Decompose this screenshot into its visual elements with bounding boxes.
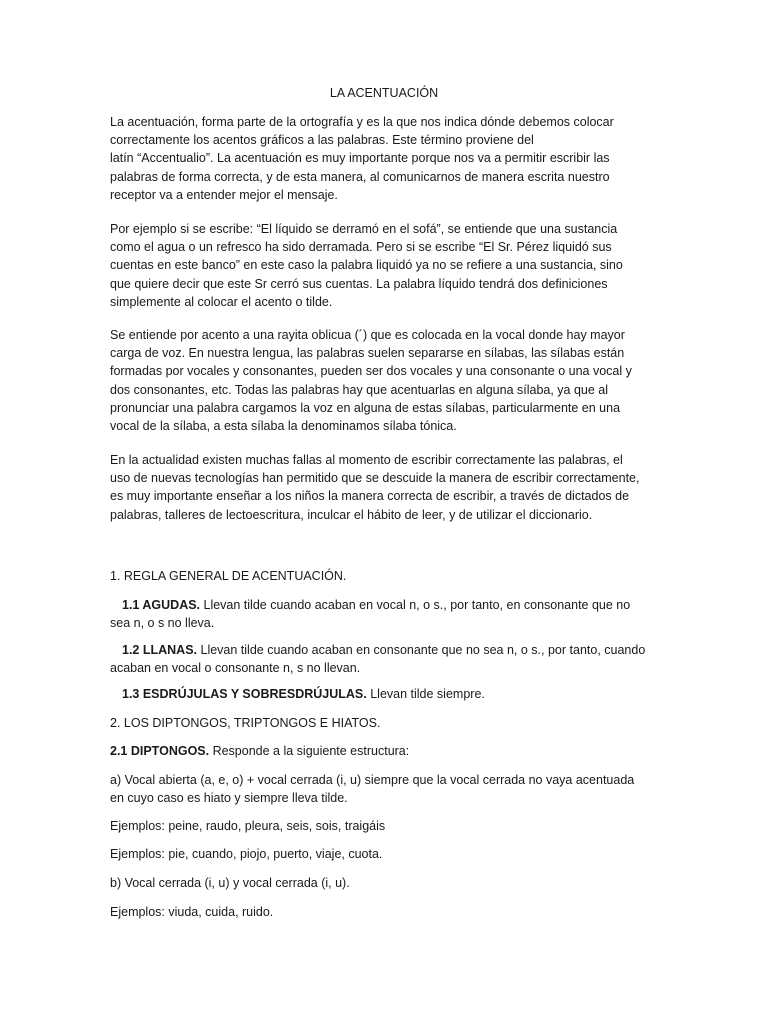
paragraph-line: dos consonantes, etc. Todas las palabras hay que acentuarlas en alguna sílaba, ya que al: [110, 382, 609, 397]
rule-term: 1.2 LLANAS.: [122, 643, 198, 657]
paragraph-line: simplemente al colocar el acento o tilde.: [110, 294, 333, 309]
paragraph-line: pronunciar una palabra cargamos la voz en alguna de estas sílabas, particularmente en una: [110, 400, 621, 415]
paragraph-line: palabras de forma correcta, y de esta manera, al comunicarnos de manera escrita nuestro: [110, 169, 610, 184]
paragraph-line: correctamente los acentos gráficos a las palabras. Este término proviene del: [110, 133, 534, 148]
examples-text: Ejemplos: pie, cuando, piojo, puerto, viaje, cuota.: [110, 847, 383, 861]
heading-text: 2. LOS DIPTONGOS, TRIPTONGOS E HIATOS.: [110, 716, 381, 730]
paragraph-line: vocal de la sílaba, a esta sílaba la denominamos sílaba tónica.: [110, 419, 457, 434]
examples-text: Ejemplos: peine, raudo, pleura, seis, sois, traigáis: [110, 819, 386, 833]
paragraph-line: Por ejemplo si se escribe: “El líquido se derramó en el sofá”, se entiende que una sustancia: [110, 222, 618, 236]
rule-a: [110, 771, 655, 807]
intro-paragraph-4: [110, 451, 655, 524]
paragraph-line: palabras, talleres de lectoescritura, inculcar el hábito de leer, y de utilizar el diccionario.: [110, 507, 593, 522]
examples-line-2: [110, 845, 655, 863]
paragraph-line: En la actualidad existen muchas fallas al momento de escribir correctamente las palabras, el: [110, 453, 623, 467]
rule-llanas: [110, 641, 655, 677]
rule-line: en cuyo caso es hiato y siempre lleva tilde.: [110, 791, 348, 806]
rule-line: sea n, o s no lleva.: [110, 616, 215, 631]
rule-esdrujulas: [110, 685, 655, 703]
paragraph-line: Se entiende por acento a una rayita oblicua (´) que es colocada en la vocal donde hay mayor: [110, 328, 625, 342]
rule-line: [110, 742, 655, 760]
rule-line: [110, 685, 655, 703]
examples-line-3: [110, 903, 655, 921]
paragraph-line: es muy importante enseñar a los niños la manera correcta de escribir, a través de dictados de: [110, 489, 630, 504]
intro-paragraph-1: [110, 113, 655, 204]
examples-text: Ejemplos: viuda, cuida, ruido.: [110, 905, 274, 919]
rule-term: 2.1 DIPTONGOS.: [110, 744, 210, 758]
rule-text: Responde a la siguiente estructura:: [209, 744, 410, 758]
paragraph-line: La acentuación, forma parte de la ortografía y es la que nos indica dónde debemos colocar: [110, 115, 614, 129]
intro-paragraph-3: [110, 326, 655, 435]
intro-paragraph-2: [110, 220, 655, 311]
heading-text: 1. REGLA GENERAL DE ACENTUACIÓN.: [110, 569, 347, 583]
paragraph-line: uso de nuevas tecnologías han permitido que se descuide la manera de escribir correctamente,: [110, 471, 640, 486]
rule-text: Llevan tilde siempre.: [366, 687, 485, 701]
paragraph-line: receptor va a entender mejor el mensaje.: [110, 187, 338, 202]
paragraph-line: formadas por vocales y consonantes, pueden ser dos vocales y una consonante o una vocal y: [110, 364, 632, 379]
document-title: LA ACENTUACIÓN: [329, 86, 439, 100]
rule-line: acaban en vocal o consonante n, s no llevan.: [110, 661, 361, 676]
paragraph-line: cuentas en este banco” en este caso la palabra liquidó ya no se refiere a una sustancia, sino: [110, 258, 623, 273]
rule-agudas: [110, 596, 655, 632]
rule-text: b) Vocal cerrada (i, u) y vocal cerrada (i, u).: [110, 876, 350, 890]
rule-b: [110, 874, 655, 892]
paragraph-line: que quiere decir que este Sr cerró sus cuentas. La palabra líquido tendrá dos definiciones: [110, 276, 608, 291]
rule-term: 1.3 ESDRÚJULAS Y SOBRESDRÚJULAS.: [122, 687, 367, 701]
paragraph-line: como el agua o un refresco ha sido derramada. Pero si se escribe “El Sr. Pérez liquidó sus: [110, 240, 612, 255]
rule-text: Llevan tilde cuando acaban en vocal n, o s., por tanto, en consonante que no: [200, 598, 631, 612]
rule-term: 1.1 AGUDAS.: [122, 598, 201, 612]
examples-line-1: [110, 817, 655, 835]
rule-text: Llevan tilde cuando acaban en consonante que no sea n, o s., por tanto, cuando: [197, 643, 646, 657]
paragraph-line: carga de voz. En nuestra lengua, las palabras suelen separarse en sílabas, las sílabas están: [110, 346, 625, 361]
section-2-heading: [110, 714, 655, 732]
rule-line: [110, 596, 655, 614]
rule-line: [110, 641, 655, 659]
section-1-heading: [110, 567, 655, 585]
rule-line: a) Vocal abierta (a, e, o) + vocal cerrada (i, u) siempre que la vocal cerrada no vaya acentuada: [110, 773, 635, 787]
paragraph-line: latín “Accentualio”. La acentuación es muy importante porque nos va a permitir escribir las: [110, 151, 610, 166]
diptongos-heading: [110, 742, 655, 760]
